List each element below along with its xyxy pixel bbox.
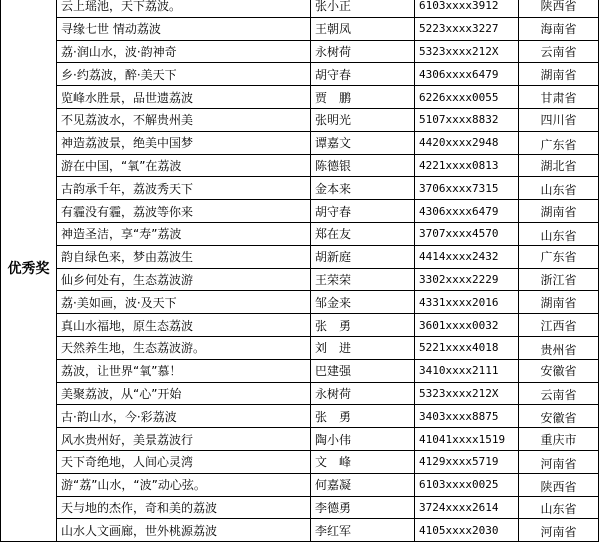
id-number-cell: 6103xxxx0025 — [415, 473, 519, 496]
id-number-cell: 4105xxxx2030 — [415, 519, 519, 542]
slogan-cell: 韵自绿色来，梦由荔波生 — [57, 245, 311, 268]
id-number-cell: 5323xxxx212X — [415, 382, 519, 405]
province-cell: 山东省 — [519, 496, 599, 519]
winner-name-cell: 文 峰 — [311, 450, 415, 473]
id-number-cell: 4306xxxx6479 — [415, 200, 519, 223]
table-row — [1, 154, 599, 177]
winner-name-cell: 胡守春 — [311, 63, 415, 86]
slogan-cell: 古·韵山水，今·彩荔波 — [57, 405, 311, 428]
province-cell: 河南省 — [519, 450, 599, 473]
id-number-cell: 4414xxxx2432 — [415, 245, 519, 268]
award-table-body — [1, 0, 599, 542]
id-number-cell: 4331xxxx2016 — [415, 291, 519, 314]
province-cell: 浙江省 — [519, 268, 599, 291]
winner-name-cell: 谭嘉文 — [311, 131, 415, 154]
province-cell: 甘肃省 — [519, 86, 599, 109]
table-row — [1, 245, 599, 268]
slogan-cell: 古韵承千年，荔波秀天下 — [57, 177, 311, 200]
winner-name-cell: 张小正 — [311, 0, 415, 17]
id-number-cell: 3403xxxx8875 — [415, 405, 519, 428]
winner-name-cell: 李德勇 — [311, 496, 415, 519]
province-cell: 安徽省 — [519, 359, 599, 382]
slogan-cell: 天与地的杰作，奇和美的荔波 — [57, 496, 311, 519]
province-cell: 海南省 — [519, 17, 599, 40]
table-row — [1, 314, 599, 337]
winner-name-cell: 张 勇 — [311, 405, 415, 428]
slogan-cell: 有霾没有霾，荔波等你来 — [57, 200, 311, 223]
table-row — [1, 17, 599, 40]
province-cell: 湖南省 — [519, 291, 599, 314]
slogan-cell: 乡·约荔波，醉·美天下 — [57, 63, 311, 86]
winner-name-cell: 刘 进 — [311, 336, 415, 359]
slogan-cell: 游“荔”山水，“波”动心弦。 — [57, 473, 311, 496]
province-cell: 湖南省 — [519, 63, 599, 86]
province-cell: 湖南省 — [519, 200, 599, 223]
id-number-cell: 3302xxxx2229 — [415, 268, 519, 291]
table-row — [1, 336, 599, 359]
province-cell: 云南省 — [519, 382, 599, 405]
winner-name-cell: 永树荷 — [311, 40, 415, 63]
slogan-cell: 神造荔波景，绝美中国梦 — [57, 131, 311, 154]
table-row — [1, 268, 599, 291]
table-row — [1, 40, 599, 63]
slogan-cell: 仙乡何处有，生态荔波游 — [57, 268, 311, 291]
id-number-cell: 3410xxxx2111 — [415, 359, 519, 382]
id-number-cell: 4221xxxx0813 — [415, 154, 519, 177]
slogan-cell: 荔·美如画，波·及天下 — [57, 291, 311, 314]
id-number-cell: 3707xxxx4570 — [415, 222, 519, 245]
winner-name-cell: 郑在友 — [311, 222, 415, 245]
table-row — [1, 496, 599, 519]
province-cell: 山东省 — [519, 177, 599, 200]
slogan-cell: 览峰水胜景，品世遗荔波 — [57, 86, 311, 109]
province-cell: 陕西省 — [519, 0, 599, 17]
slogan-cell: 荔波，让世界“氧”慕！ — [57, 359, 311, 382]
table-row — [1, 450, 599, 473]
winner-name-cell: 胡守春 — [311, 200, 415, 223]
id-number-cell: 5223xxxx3227 — [415, 17, 519, 40]
id-number-cell: 41041xxxx1519 — [415, 428, 519, 451]
table-row — [1, 291, 599, 314]
id-number-cell: 4306xxxx6479 — [415, 63, 519, 86]
province-cell: 贵州省 — [519, 336, 599, 359]
slogan-cell: 神造圣洁，享“寿”荔波 — [57, 222, 311, 245]
slogan-cell: 游在中国，“氧”在荔波 — [57, 154, 311, 177]
id-number-cell: 6103xxxx3912 — [415, 0, 519, 17]
table-row — [1, 200, 599, 223]
slogan-cell: 不见荔波水，不解贵州美 — [57, 108, 311, 131]
table-row — [1, 519, 599, 542]
table-row — [1, 428, 599, 451]
table-row — [1, 222, 599, 245]
id-number-cell: 4129xxxx5719 — [415, 450, 519, 473]
slogan-cell: 寻缘七世 情动荔波 — [57, 17, 311, 40]
table-row — [1, 405, 599, 428]
province-cell: 河南省 — [519, 519, 599, 542]
winner-name-cell: 何嘉凝 — [311, 473, 415, 496]
winner-name-cell: 巴建强 — [311, 359, 415, 382]
winner-name-cell: 永树荷 — [311, 382, 415, 405]
winner-name-cell: 陈德银 — [311, 154, 415, 177]
province-cell: 江西省 — [519, 314, 599, 337]
winner-name-cell: 王朝凤 — [311, 17, 415, 40]
table-row — [1, 382, 599, 405]
slogan-cell: 真山水福地，原生态荔波 — [57, 314, 311, 337]
id-number-cell: 3724xxxx2614 — [415, 496, 519, 519]
id-number-cell: 5107xxxx8832 — [415, 108, 519, 131]
province-cell: 湖北省 — [519, 154, 599, 177]
province-cell: 云南省 — [519, 40, 599, 63]
table-row — [1, 177, 599, 200]
winner-name-cell: 张 勇 — [311, 314, 415, 337]
province-cell: 广东省 — [519, 131, 599, 154]
slogan-cell: 云上瑶池，天下荔波。 — [57, 0, 311, 17]
table-row — [1, 108, 599, 131]
table-row — [1, 359, 599, 382]
slogan-cell: 风水贵州好，美景荔波行 — [57, 428, 311, 451]
id-number-cell: 3706xxxx7315 — [415, 177, 519, 200]
table-row — [1, 0, 599, 17]
slogan-cell: 天然养生地，生态荔波游。 — [57, 336, 311, 359]
province-cell: 陕西省 — [519, 473, 599, 496]
table-row — [1, 131, 599, 154]
winner-name-cell: 李红军 — [311, 519, 415, 542]
slogan-cell: 山水人文画廊，世外桃源荔波 — [57, 519, 311, 542]
winner-name-cell: 陶小伟 — [311, 428, 415, 451]
winner-name-cell: 张明光 — [311, 108, 415, 131]
slogan-cell: 美聚荔波，从“心”开始 — [57, 382, 311, 405]
winner-name-cell: 邹金来 — [311, 291, 415, 314]
winner-name-cell: 金本来 — [311, 177, 415, 200]
award-category-cell: 优秀奖 — [1, 0, 57, 542]
id-number-cell: 5221xxxx4018 — [415, 336, 519, 359]
slogan-cell: 天下奇绝地，人间心灵湾 — [57, 450, 311, 473]
province-cell: 重庆市 — [519, 428, 599, 451]
winner-name-cell: 贾 鹏 — [311, 86, 415, 109]
province-cell: 安徽省 — [519, 405, 599, 428]
winner-name-cell: 王荣荣 — [311, 268, 415, 291]
slogan-cell: 荔·润山水，波·韵神奇 — [57, 40, 311, 63]
table-row — [1, 86, 599, 109]
winner-name-cell: 胡新庭 — [311, 245, 415, 268]
table-row — [1, 473, 599, 496]
province-cell: 山东省 — [519, 222, 599, 245]
id-number-cell: 4420xxxx2948 — [415, 131, 519, 154]
id-number-cell: 6226xxxx0055 — [415, 86, 519, 109]
id-number-cell: 3601xxxx0032 — [415, 314, 519, 337]
id-number-cell: 5323xxxx212X — [415, 40, 519, 63]
table-row — [1, 63, 599, 86]
province-cell: 广东省 — [519, 245, 599, 268]
province-cell: 四川省 — [519, 108, 599, 131]
